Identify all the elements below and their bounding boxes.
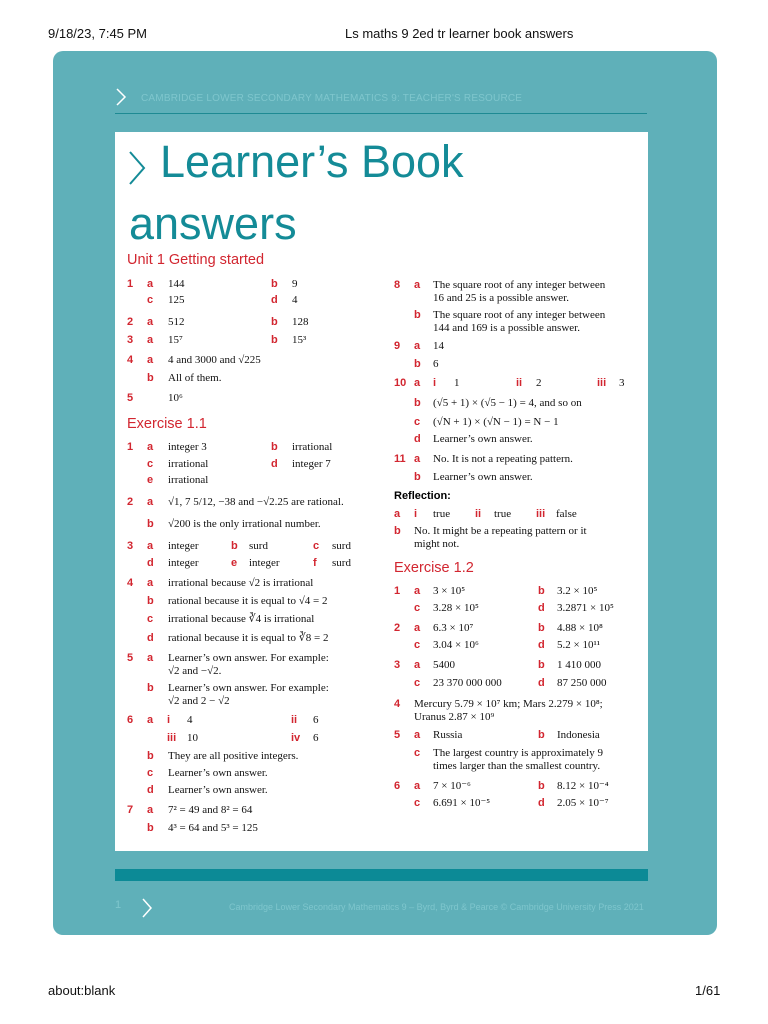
answer-text: 1 bbox=[454, 377, 460, 389]
part-letter: a bbox=[414, 659, 421, 671]
answer-text: All of them. bbox=[168, 372, 222, 384]
title-line-2: answers bbox=[129, 198, 297, 249]
answer-text: times larger than the smallest country. bbox=[433, 760, 601, 772]
part-letter: b bbox=[538, 780, 545, 792]
part-letter: b bbox=[538, 659, 545, 671]
answer-text: 1 410 000 bbox=[557, 659, 601, 671]
answer-text: Learner’s own answer. bbox=[433, 433, 533, 445]
answer-text: irrational bbox=[168, 474, 209, 486]
question-number: 4 bbox=[127, 354, 134, 366]
answer-text: (√5 + 1) × (√5 − 1) = 4, and so on bbox=[433, 397, 582, 409]
answer-text: 2.05 × 10⁻⁷ bbox=[557, 797, 609, 809]
answer-text: 6 bbox=[433, 358, 439, 370]
part-letter: c bbox=[414, 416, 421, 428]
answer-text: 4 and 3000 and √225 bbox=[168, 354, 261, 366]
answer-text: √2 and −√2. bbox=[168, 665, 222, 677]
copyright-text: Cambridge Lower Secondary Mathematics 9 – Byrd, Byrd & Pearce © Cambridge University Press 2021 bbox=[229, 902, 644, 912]
question-number: 11 bbox=[394, 453, 406, 465]
part-letter: a bbox=[414, 780, 421, 792]
answer-text: 87 250 000 bbox=[557, 677, 607, 689]
answer-text: 7² = 49 and 8² = 64 bbox=[168, 804, 253, 816]
answer-text: 8.12 × 10⁻⁴ bbox=[557, 780, 609, 792]
footer-bar bbox=[115, 869, 648, 881]
part-letter: iii bbox=[167, 732, 177, 744]
part-letter: a bbox=[414, 585, 421, 597]
part-letter: c bbox=[147, 294, 154, 306]
part-letter: b bbox=[538, 729, 545, 741]
question-number: 1 bbox=[394, 585, 401, 597]
answer-text: irrational because ∛4 is irrational bbox=[168, 613, 315, 625]
question-number: 2 bbox=[394, 622, 401, 634]
part-letter: d bbox=[538, 797, 545, 809]
part-letter: a bbox=[147, 540, 154, 552]
part-letter: d bbox=[538, 639, 545, 651]
question-number: 5 bbox=[394, 729, 401, 741]
answer-text: 7 × 10⁻⁶ bbox=[433, 780, 471, 792]
answer-text: Learner’s own answer. bbox=[433, 471, 533, 483]
answer-text: The largest country is approximately 9 bbox=[433, 747, 603, 759]
part-letter: iii bbox=[597, 377, 607, 389]
answer-text: They are all positive integers. bbox=[168, 750, 299, 762]
answer-text: false bbox=[556, 508, 577, 520]
part-letter: b bbox=[147, 518, 154, 530]
answer-text: Russia bbox=[433, 729, 463, 741]
answer-text: Learner’s own answer. bbox=[168, 767, 268, 779]
answer-text: Indonesia bbox=[557, 729, 600, 741]
part-letter: a bbox=[147, 577, 154, 589]
answer-text: 5.2 × 10¹¹ bbox=[557, 639, 601, 651]
answer-text: integer 7 bbox=[292, 458, 331, 470]
part-letter: c bbox=[147, 613, 154, 625]
answer-text: 2 bbox=[536, 377, 542, 389]
content-panel bbox=[115, 132, 648, 851]
part-letter: ii bbox=[516, 377, 523, 389]
question-number: 2 bbox=[127, 316, 134, 328]
section-heading: Exercise 1.2 bbox=[394, 560, 474, 576]
answer-text: Mercury 5.79 × 10⁷ km; Mars 2.279 × 10⁸; bbox=[414, 698, 603, 710]
question-number: 9 bbox=[394, 340, 401, 352]
part-letter: a bbox=[147, 652, 154, 664]
question-number: 5 bbox=[127, 652, 134, 664]
part-letter: d bbox=[147, 632, 154, 644]
part-letter: ii bbox=[475, 508, 482, 520]
part-letter: a bbox=[394, 508, 401, 520]
answer-text: 125 bbox=[168, 294, 185, 306]
part-letter: d bbox=[147, 784, 154, 796]
answer-text: 6 bbox=[313, 714, 319, 726]
answer-text: irrational because √2 is irrational bbox=[168, 577, 314, 589]
answer-text: rational because it is equal to √4 = 2 bbox=[168, 595, 328, 607]
part-letter: iii bbox=[536, 508, 546, 520]
answer-text: 10⁶ bbox=[168, 392, 183, 404]
question-number: 5 bbox=[127, 392, 134, 404]
answer-text: 4.88 × 10⁸ bbox=[557, 622, 603, 634]
part-letter: a bbox=[147, 496, 154, 508]
answer-text: The square root of any integer between bbox=[433, 309, 606, 321]
page-number: 1 bbox=[115, 899, 122, 911]
answer-text: 16 and 25 is a possible answer. bbox=[433, 292, 569, 304]
part-letter: b bbox=[271, 334, 278, 346]
page-footer bbox=[115, 897, 648, 919]
part-letter: a bbox=[414, 453, 421, 465]
answer-text: integer bbox=[168, 540, 199, 552]
answer-text: surd bbox=[332, 557, 351, 569]
part-letter: d bbox=[271, 458, 278, 470]
question-number: 10 bbox=[394, 377, 407, 389]
part-letter: c bbox=[414, 747, 421, 759]
answer-text: surd bbox=[249, 540, 268, 552]
answer-text: 6 bbox=[313, 732, 319, 744]
part-letter: a bbox=[147, 714, 154, 726]
answer-text: 3 × 10⁵ bbox=[433, 585, 466, 597]
part-letter: i bbox=[414, 508, 418, 520]
answer-text: 5400 bbox=[433, 659, 455, 671]
part-letter: a bbox=[147, 804, 154, 816]
running-head bbox=[115, 87, 647, 114]
answer-text: 6.691 × 10⁻⁵ bbox=[433, 797, 491, 809]
question-number: 8 bbox=[394, 279, 401, 291]
part-letter: d bbox=[271, 294, 278, 306]
answer-text: surd bbox=[332, 540, 351, 552]
answer-text: (√N + 1) × (√N − 1) = N − 1 bbox=[433, 416, 559, 428]
answer-text: rational because it is equal to ∛8 = 2 bbox=[168, 632, 329, 644]
part-letter: b bbox=[147, 822, 154, 834]
print-footer-page: 1/61 bbox=[695, 983, 721, 998]
part-letter: c bbox=[414, 639, 421, 651]
question-number: 3 bbox=[394, 659, 401, 671]
part-letter: d bbox=[538, 677, 545, 689]
reflection-heading: Reflection: bbox=[394, 490, 451, 502]
part-letter: b bbox=[414, 309, 421, 321]
chevron-right-icon bbox=[115, 87, 127, 107]
part-letter: b bbox=[394, 525, 401, 537]
question-number: 4 bbox=[127, 577, 134, 589]
question-number: 4 bbox=[394, 698, 401, 710]
answer-text: true bbox=[433, 508, 451, 520]
answer-text: 9 bbox=[292, 278, 298, 290]
part-letter: a bbox=[147, 441, 154, 453]
title-line-1: Learner’s Book bbox=[160, 136, 464, 187]
answer-text: √1, 7 5/12, −38 and −√2.25 are rational. bbox=[168, 496, 344, 508]
answer-text: Learner’s own answer. For example: bbox=[168, 652, 329, 664]
part-letter: b bbox=[414, 358, 421, 370]
part-letter: b bbox=[271, 278, 278, 290]
question-number: 3 bbox=[127, 334, 134, 346]
part-letter: i bbox=[167, 714, 171, 726]
part-letter: c bbox=[147, 458, 154, 470]
part-letter: a bbox=[414, 340, 421, 352]
answer-text: 144 bbox=[168, 278, 185, 290]
answer-text: 15³ bbox=[292, 334, 307, 346]
part-letter: a bbox=[147, 316, 154, 328]
part-letter: f bbox=[313, 557, 317, 569]
answer-text: 4 bbox=[292, 294, 298, 306]
part-letter: c bbox=[414, 797, 421, 809]
print-footer-url: about:blank bbox=[48, 983, 116, 998]
section-heading: Unit 1 Getting started bbox=[127, 252, 265, 268]
answer-text: 3 bbox=[619, 377, 625, 389]
part-letter: e bbox=[231, 557, 238, 569]
chevron-right-icon bbox=[141, 897, 153, 919]
answer-text: might not. bbox=[414, 538, 460, 550]
part-letter: e bbox=[147, 474, 154, 486]
part-letter: b bbox=[147, 750, 154, 762]
answer-text: Learner’s own answer. For example: bbox=[168, 682, 329, 694]
answer-text: irrational bbox=[292, 441, 333, 453]
part-letter: b bbox=[271, 316, 278, 328]
part-letter: d bbox=[414, 433, 421, 445]
answer-text: irrational bbox=[168, 458, 209, 470]
answer-text: 10 bbox=[187, 732, 198, 744]
running-head-text: CAMBRIDGE LOWER SECONDARY MATHEMATICS 9: TEACHER'S RESOURCE bbox=[141, 93, 523, 104]
answer-text: 144 and 169 is a possible answer. bbox=[433, 322, 580, 334]
part-letter: b bbox=[538, 585, 545, 597]
part-letter: b bbox=[147, 682, 154, 694]
question-number: 7 bbox=[127, 804, 134, 816]
answer-text: integer bbox=[168, 557, 199, 569]
answer-text: Uranus 2.87 × 10⁹ bbox=[414, 711, 495, 723]
question-number: 6 bbox=[394, 780, 401, 792]
part-letter: a bbox=[147, 278, 154, 290]
part-letter: a bbox=[414, 377, 421, 389]
part-letter: iv bbox=[291, 732, 301, 744]
question-number: 6 bbox=[127, 714, 134, 726]
part-letter: a bbox=[414, 622, 421, 634]
part-letter: c bbox=[313, 540, 320, 552]
answer-text: 512 bbox=[168, 316, 185, 328]
part-letter: b bbox=[271, 441, 278, 453]
question-number: 3 bbox=[127, 540, 134, 552]
answer-text: integer 3 bbox=[168, 441, 207, 453]
part-letter: a bbox=[147, 334, 154, 346]
document-page bbox=[53, 51, 717, 935]
part-letter: i bbox=[433, 377, 437, 389]
answer-text: 6.3 × 10⁷ bbox=[433, 622, 474, 634]
question-number: 1 bbox=[127, 278, 134, 290]
part-letter: d bbox=[147, 557, 154, 569]
part-letter: a bbox=[414, 729, 421, 741]
part-letter: c bbox=[414, 677, 421, 689]
part-letter: b bbox=[538, 622, 545, 634]
part-letter: a bbox=[147, 354, 154, 366]
answer-text: 15⁷ bbox=[168, 334, 183, 346]
answer-text: 3.28 × 10⁵ bbox=[433, 602, 479, 614]
part-letter: a bbox=[414, 279, 421, 291]
answer-text: integer bbox=[249, 557, 280, 569]
answer-text: Learner’s own answer. bbox=[168, 784, 268, 796]
answer-text: 23 370 000 000 bbox=[433, 677, 502, 689]
part-letter: b bbox=[414, 471, 421, 483]
part-letter: ii bbox=[291, 714, 298, 726]
part-letter: c bbox=[414, 602, 421, 614]
part-letter: b bbox=[231, 540, 238, 552]
answer-text: 3.2871 × 10⁵ bbox=[557, 602, 614, 614]
answer-text: 128 bbox=[292, 316, 309, 328]
answer-text: The square root of any integer between bbox=[433, 279, 606, 291]
answer-text: √200 is the only irrational number. bbox=[168, 518, 321, 530]
answer-text: 4 bbox=[187, 714, 193, 726]
answer-text: 3.04 × 10⁶ bbox=[433, 639, 479, 651]
print-header-title: Ls maths 9 2ed tr learner book answers bbox=[345, 26, 574, 41]
part-letter: d bbox=[538, 602, 545, 614]
answer-text: √2 and 2 − √2 bbox=[168, 695, 230, 707]
part-letter: c bbox=[147, 767, 154, 779]
chevron-right-icon bbox=[127, 150, 147, 186]
print-header-datetime: 9/18/23, 7:45 PM bbox=[48, 26, 148, 41]
answer-text: 14 bbox=[433, 340, 444, 352]
part-letter: b bbox=[147, 595, 154, 607]
part-letter: b bbox=[414, 397, 421, 409]
answer-text: No. It is not a repeating pattern. bbox=[433, 453, 573, 465]
question-number: 2 bbox=[127, 496, 134, 508]
answer-text: No. It might be a repeating pattern or it bbox=[414, 525, 587, 537]
answer-text: 3.2 × 10⁵ bbox=[557, 585, 598, 597]
answer-text: 4³ = 64 and 5³ = 125 bbox=[168, 822, 258, 834]
section-heading: Exercise 1.1 bbox=[127, 416, 207, 432]
question-number: 1 bbox=[127, 441, 134, 453]
part-letter: b bbox=[147, 372, 154, 384]
answer-text: true bbox=[494, 508, 512, 520]
